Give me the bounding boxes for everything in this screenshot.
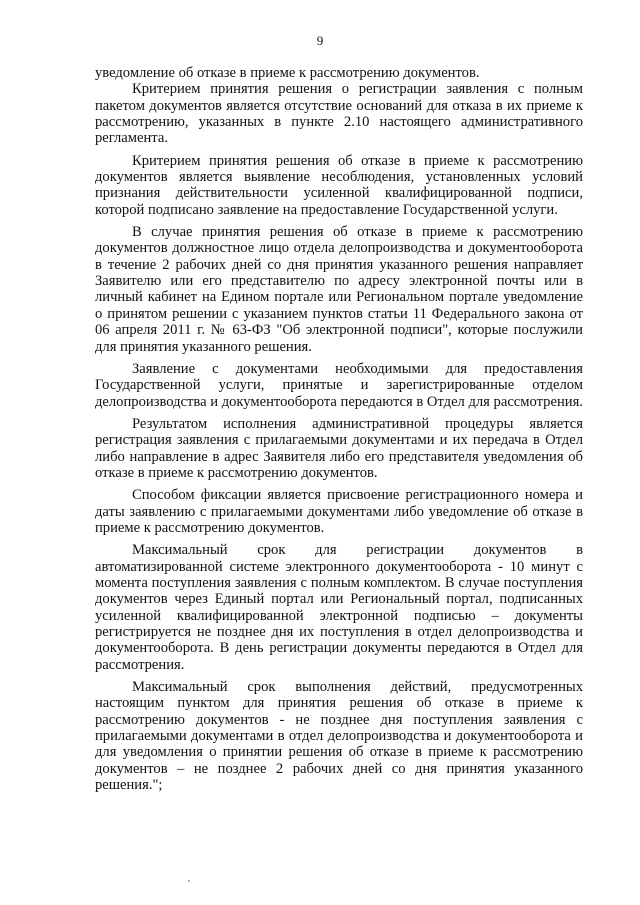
paragraph-refusal-criterion: Критерием принятия решения об отказе в приеме к рассмотрению документов является выявление несоблюдения, установленных условий признания действительности усиленной квалифицированной подписи, которой подписано заявление на предоставление Государственной услуги. <box>95 152 583 218</box>
scan-artifact-dot <box>188 880 190 882</box>
paragraph-registration-criterion: Критерием принятия решения о регистрации заявления с полным пакетом документов является отсутствие оснований для отказа в их приеме к рассмотрению, указанных в пункте 2.10 настоящего административного регламента. <box>95 81 583 147</box>
paragraph-continuation: уведомление об отказе в приеме к рассмотрению документов. <box>95 65 480 81</box>
document-body <box>95 65 583 793</box>
paragraph-actions-max-time: Максимальный срок выполнения действий, предусмотренных настоящим пунктом для принятия решения об отказе в приеме к рассмотрению документов - не позднее дня поступления заявления с прилагаемыми документами в отдел делопроизводства и документооборота и для уведомления о принятии решения об отказе в приеме к рассмотрению документов – не позднее 2 рабочих дней со дня принятия указанного решения."; <box>95 679 583 794</box>
paragraph-transfer-to-department: Заявление с документами необходимыми для предоставления Государственной услуги, принятые и зарегистрированные отделом делопроизводства и документооборота передаются в Отдел для рассмотрения. <box>95 360 583 410</box>
paragraph-procedure-result: Результатом исполнения административной процедуры является регистрация заявления с прилагаемыми документами и их передача в Отдел либо направление в адрес Заявителя либо его представителя уведомления об отказе в приеме к рассмотрению документов. <box>95 415 583 481</box>
page-number: 9 <box>316 33 324 48</box>
paragraph-fixation-method: Способом фиксации является присвоение регистрационного номера и даты заявлению с прилагаемыми документами либо уведомление об отказе в приеме к рассмотрению документов. <box>95 487 583 536</box>
paragraph-refusal-notification: В случае принятия решения об отказе в приеме к рассмотрению документов должностное лицо отдела делопроизводства и документооборота в течение 2 рабочих дней со дня принятия указанного решения направляет Заявителю или его представителю по адресу электронной почты или в личный кабинет на Едином портале или Региональном портале уведомление о принятом решении с указанием пунктов статьи 11 Федерального закона от 06 апреля 2011 г. № 63-ФЗ "Об электронной подписи", которые послужили для принятия указанного решения. <box>95 224 583 355</box>
paragraph-registration-max-time: Максимальный срок для регистрации документов в автоматизированной системе электронного документооборота - 10 минут с момента поступления заявления с полным комплектом. В случае поступления документов через Единый портал или Региональный портал, подписанных усиленной квалифицированной электронной подписью – документы регистрируется не позднее дня их поступления в отдел делопроизводства и документооборота. В день регистрации документы передаются в Отдел для рассмотрения. <box>95 542 583 673</box>
